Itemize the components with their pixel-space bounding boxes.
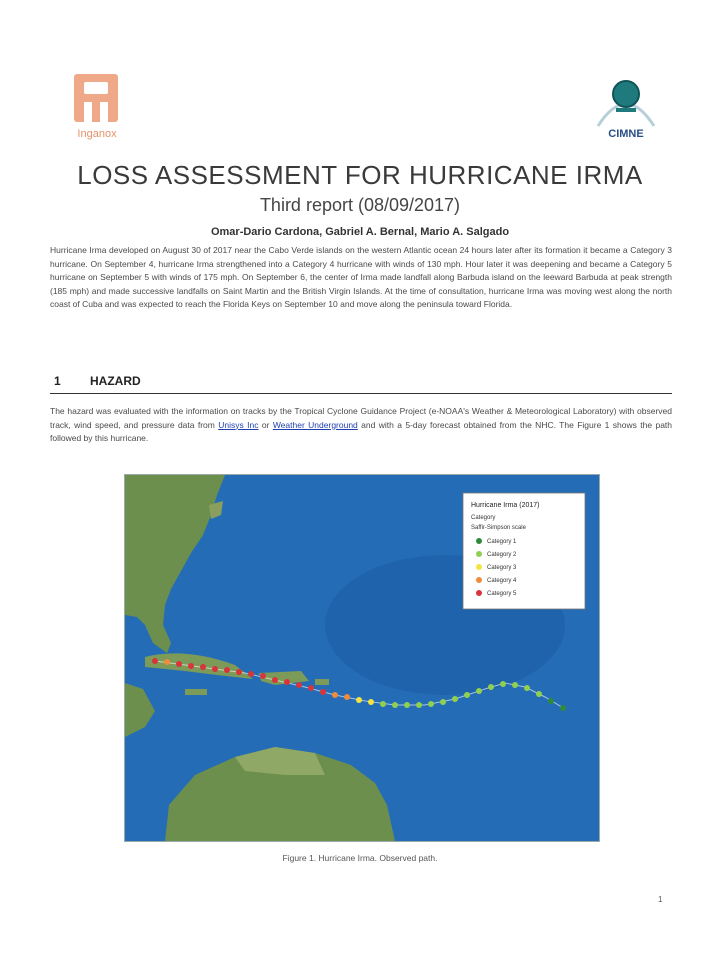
legend-title: Hurricane Irma (2017) [471, 502, 540, 509]
legend-subtitle: Category [471, 515, 496, 521]
weather-underground-link[interactable]: Weather Underground [272, 419, 358, 430]
hazard-text-3: and with a 5-day forecast obtained from the NHC. The Figure 1 shows the path followed by this hurricane. [50, 419, 673, 444]
legend-item-2: Category 2 [487, 552, 517, 558]
cimne-logo [590, 72, 662, 142]
ingenio-logo [62, 68, 132, 140]
legend-heading: Saffir-Simpson scale [471, 525, 526, 531]
hurricane-track-map [124, 474, 600, 842]
legend-swatch-4 [476, 577, 482, 583]
legend-swatch-1 [476, 538, 482, 544]
legend-item-3: Category 3 [487, 565, 517, 571]
legend-item-5: Category 5 [487, 591, 517, 597]
document-title: LOSS ASSESSMENT FOR HURRICANE IRMA [77, 160, 643, 190]
legend-swatch-5 [476, 590, 482, 596]
intro-paragraph: Hurricane Irma developed on August 30 of 2017 near the Cabo Verde islands on the western Atlantic ocean 24 hours later after its formation it became a Category 3 hurricane. On September 4, hurricane Irma strengthened into a Category 4 hurricane with winds of 130 mph. Hour later it was deepening and became a Category 5 hurricane on September 5 with winds of 175 mph. On September 6, the center of Irma made landfall along Barbuda island on the leeward Barbuda at peak strength (185 mph) and made successive landfalls on Saint Martin and the British Virgin Islands. At the time of consultation, hurricane Irma was moving west along the north coast of Cuba and was expected to reach the Florida Keys on September 10 and move along the peninsula toward Florida. [50, 245, 672, 310]
legend-item-1: Category 1 [487, 539, 517, 545]
unisys-link[interactable]: Unisys Inc [218, 419, 259, 430]
hazard-paragraph [50, 405, 672, 446]
cimne-logo-text: CIMNE [608, 128, 644, 140]
ingenio-logo-mark [62, 68, 132, 128]
figure-caption: Figure 1. Hurricane Irma. Observed path. [282, 853, 438, 863]
section-title: HAZARD [90, 374, 141, 388]
ingenio-logo-text: Inganox [77, 128, 117, 140]
section-heading [50, 371, 672, 394]
page-number: 1 [658, 895, 663, 904]
legend-swatch-3 [476, 564, 482, 570]
hazard-text-1: The hazard was evaluated with the information on tracks by the Tropical Cyclone Guidance Project (e-NOAA's Weather & Meteorological Laboratory) with observed track, wind speed, and pressure data from [50, 406, 672, 430]
authors-line: Omar-Dario Cardona, Gabriel A. Bernal, Mario A. Salgado [210, 226, 510, 238]
legend-item-4: Category 4 [487, 578, 517, 584]
map-legend [463, 493, 585, 609]
section-number: 1 [54, 374, 61, 388]
map-image [125, 475, 599, 841]
cimne-logo-mark [590, 72, 662, 128]
legend-swatch-2 [476, 551, 482, 557]
document-subtitle: Third report (08/09/2017) [259, 195, 461, 215]
hazard-text-2: or [258, 419, 273, 430]
